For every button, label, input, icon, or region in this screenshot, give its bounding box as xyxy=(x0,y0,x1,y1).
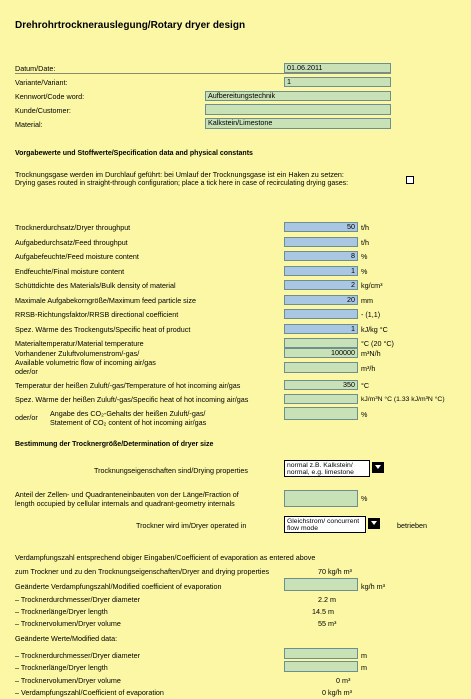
modified-diameter-label: – Trocknerdurchmesser/Dryer diameter xyxy=(15,651,141,660)
dryer-length-label: – Trocknerlänge/Dryer length xyxy=(15,607,108,616)
section-heading-dryer-size: Bestimmung der Trocknergröße/Determination of dryer size xyxy=(15,441,214,448)
co2-field[interactable] xyxy=(284,407,358,420)
spec-row-label: Materialtemperatur/Material temperature xyxy=(15,339,144,348)
internals-fraction-field[interactable] xyxy=(284,490,358,507)
spec-row-label: Spez. Wärme des Trockenguts/Specific heat of product xyxy=(15,325,191,334)
drying-properties-label: Trocknungseigenschaften sind/Drying properties xyxy=(94,466,248,475)
dryer-diameter-label: – Trocknerdurchmesser/Dryer diameter xyxy=(15,595,141,604)
hot-air-specheat-field[interactable] xyxy=(284,394,358,404)
hot-air-temp-unit: °C xyxy=(361,381,370,390)
keyword-field[interactable]: Aufbereitungstechnik xyxy=(205,91,391,101)
hot-air-specheat-label: Spez. Wärme der heißen Zuluft/-gas/Specific heat of hot incoming air/gas xyxy=(15,395,249,404)
spec-row-label: Endfeuchte/Final moisture content xyxy=(15,267,125,276)
spec-row-field[interactable]: 50 xyxy=(284,222,358,232)
modified-diameter-field[interactable] xyxy=(284,648,358,659)
spec-row-field[interactable] xyxy=(284,338,358,348)
spec-row-field[interactable]: 8 xyxy=(284,251,358,261)
co2-unit: % xyxy=(361,410,368,419)
spec-row-unit: t/h xyxy=(361,223,369,232)
spec-row-label: RRSB-Richtungsfaktor/RRSB directional coefficient xyxy=(15,310,179,319)
modified-evap-coefficient-label: – Verdampfungszahl/Coefficient of evaporation xyxy=(15,688,164,697)
internals-fraction-label-1: Anteil der Zellen- und Quadranteneinbauten von der Länge/Fraction of xyxy=(15,490,239,499)
spec-row-field[interactable] xyxy=(284,309,358,319)
hot-air-temp-field[interactable]: 350 xyxy=(284,380,358,390)
actual-flow-field[interactable] xyxy=(284,362,358,373)
internals-fraction-unit: % xyxy=(361,494,368,503)
spec-row-label: Trocknerdurchsatz/Dryer throughput xyxy=(15,223,131,232)
spec-row-unit: t/h xyxy=(361,238,369,247)
customer-label: Kunde/Customer: xyxy=(15,106,71,115)
co2-label-de: Angabe des CO₂-Gehalts der heißen Zuluft/-gas/ xyxy=(50,409,206,418)
modified-length-label: – Trocknerlänge/Dryer length xyxy=(15,663,108,672)
spec-row-label: Aufgabedurchsatz/Feed throughput xyxy=(15,238,128,247)
keyword-label: Kennwort/Code word: xyxy=(15,92,85,101)
evap-coefficient-label-2: zum Trockner und zu den Trocknungseigenschaften/Dryer and drying properties xyxy=(15,567,270,576)
dryer-diameter-value: 2.2 m xyxy=(318,595,336,604)
flow-mode-label: Trockner wird im/Dryer operated in xyxy=(136,521,247,530)
modified-evap-field[interactable] xyxy=(284,578,358,591)
customer-field[interactable] xyxy=(205,104,391,115)
spec-row-unit: kJ/kg °C xyxy=(361,325,388,334)
material-field[interactable]: Kalkstein/Limestone xyxy=(205,118,391,129)
modified-data-heading: Geänderte Werte/Modified data: xyxy=(15,634,118,643)
actual-flow-unit: m³/h xyxy=(361,364,376,373)
modified-evap-label: Geänderte Verdampfungszahl/Modified coefficient of evaporation xyxy=(15,582,222,591)
spec-row-unit: % xyxy=(361,267,368,276)
drying-properties-select[interactable]: normal z.B. Kalkstein/ normal, e.g. limestone xyxy=(284,460,370,477)
modified-volume-value: 0 m³ xyxy=(336,676,351,685)
spec-row-field[interactable]: 2 xyxy=(284,280,358,290)
modified-length-unit: m xyxy=(361,663,367,672)
modified-diameter-unit: m xyxy=(361,651,367,660)
spec-row-unit: - (1,1) xyxy=(361,310,381,319)
spec-row-unit: % xyxy=(361,252,368,261)
modified-length-field[interactable] xyxy=(284,661,358,672)
flow-mode-suffix: betrieben xyxy=(397,521,427,530)
material-label: Material: xyxy=(15,120,43,129)
drying-properties-dropdown-icon[interactable] xyxy=(372,462,384,473)
modified-evap-unit: kg/h m³ xyxy=(361,582,385,591)
modified-volume-label: – Trocknervolumen/Dryer volume xyxy=(15,676,121,685)
spec-row-field[interactable]: 1 xyxy=(284,266,358,276)
date-label: Datum/Date: xyxy=(15,64,56,73)
variant-label: Variante/Variant: xyxy=(15,78,68,87)
spec-row-unit: kg/cm³ xyxy=(361,281,383,290)
dryer-volume-value: 55 m³ xyxy=(318,619,337,628)
flow-mode-dropdown-icon[interactable] xyxy=(368,518,380,529)
oder-label: oder/or xyxy=(15,367,38,376)
evap-coefficient-value: 70 kg/h m³ xyxy=(318,567,352,576)
spec-row-field[interactable] xyxy=(284,237,358,247)
evap-coefficient-label-1: Verdampfungszahl entsprechend obiger Eingaben/Coefficient of evaporation as entered above xyxy=(15,553,316,562)
internals-fraction-label-2: length occupied by cellular internals and quadrant-geometry internals xyxy=(15,499,235,508)
supply-flow-unit: m³N/h xyxy=(361,349,381,358)
spec-row-label: Aufgabefeuchte/Feed moisture content xyxy=(15,252,139,261)
dryer-volume-label: – Trocknervolumen/Dryer volume xyxy=(15,619,121,628)
hot-air-temp-label: Temperatur der heißen Zuluft/-gas/Temperature of hot incoming air/gas xyxy=(15,381,241,390)
spec-row-unit: °C (20 °C) xyxy=(361,339,394,348)
hot-air-specheat-unit: kJ/m³N °C (1.33 kJ/m³N °C) xyxy=(361,396,445,403)
flow-mode-select[interactable]: Gleichstrom/ concurrent flow mode xyxy=(284,516,366,533)
page-title: Drehrohrtrocknerauslegung/Rotary dryer design xyxy=(15,20,246,31)
divider xyxy=(15,73,391,74)
supply-flow-label: Vorhandener Zuluftvolumenstrom/-gas/ xyxy=(15,349,140,358)
available-flow-label: Available volumetric flow of incoming air/gas xyxy=(15,358,156,367)
spec-row-label: Maximale Aufgabekorngröße/Maximum feed particle size xyxy=(15,296,196,305)
spec-row-field[interactable]: 20 xyxy=(284,295,358,305)
routing-note-en: Drying gases routed in straight-through configuration; place a tick here in case of recirculating drying gases: xyxy=(15,180,349,187)
dryer-length-value: 14.5 m xyxy=(312,607,334,616)
modified-evap-coefficient-value: 0 kg/h m³ xyxy=(322,688,352,697)
spec-row-unit: mm xyxy=(361,296,373,305)
variant-field[interactable]: 1 xyxy=(284,77,391,87)
date-field[interactable]: 01.06.2011 xyxy=(284,63,391,73)
spec-row-field[interactable]: 1 xyxy=(284,324,358,334)
recirculating-checkbox[interactable] xyxy=(406,176,414,184)
spec-row-label: Schüttdichte des Materials/Bulk density of material xyxy=(15,281,176,290)
co2-label-en: Statement of CO₂ content of hot incoming air/gas xyxy=(50,418,207,427)
routing-note-de: Trocknungsgase werden im Durchlauf geführt: bei Umlauf der Trocknungsgase ist ein Haken zu setzen: xyxy=(15,170,344,179)
section-heading-specification: Vorgabewerte und Stoffwerte/Specification data and physical constants xyxy=(15,150,253,157)
oder-label-2: oder/or xyxy=(15,413,38,422)
supply-flow-field[interactable]: 100000 xyxy=(284,348,358,358)
